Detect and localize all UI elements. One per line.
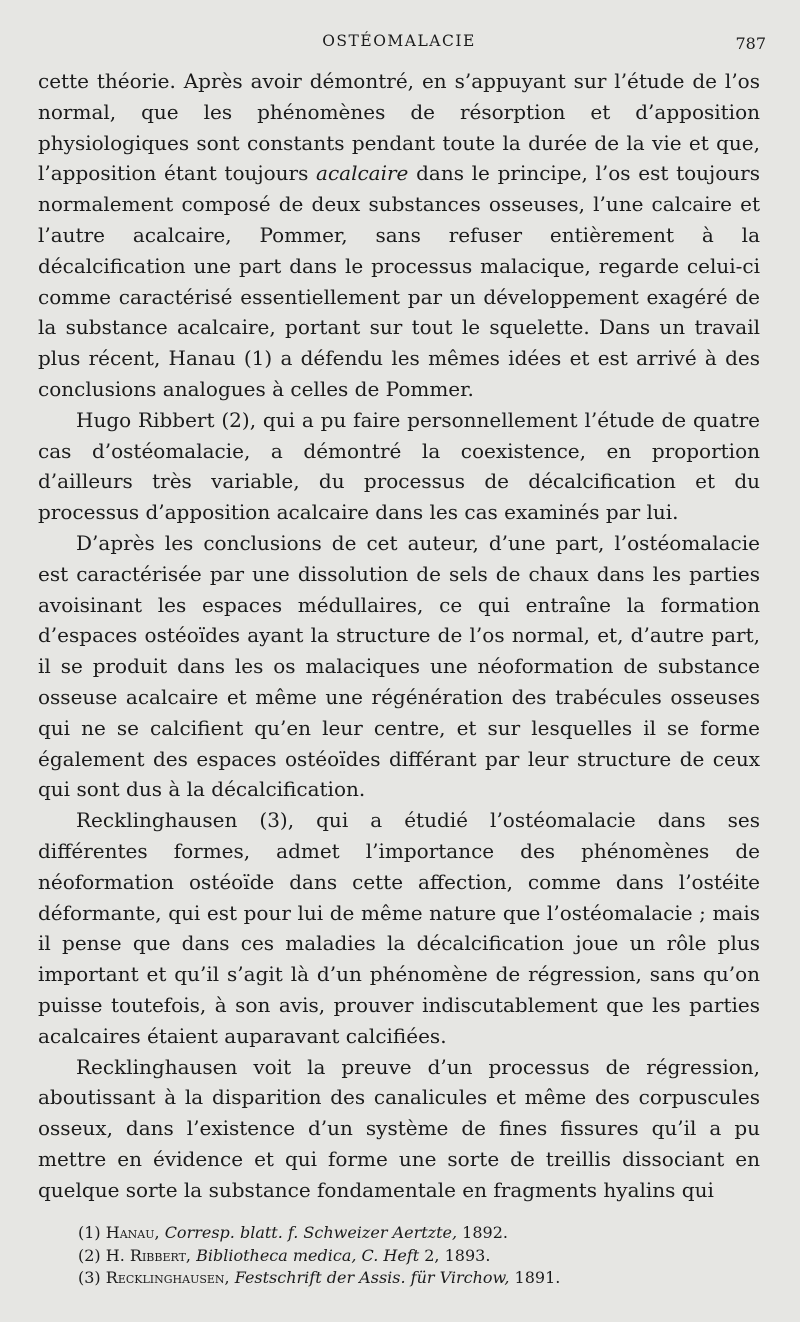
footnote-title: Corresp. blatt. f. Schweizer Aertzte, (164, 1223, 458, 1242)
footnote-number: (2) (78, 1245, 101, 1265)
footnote (78, 1245, 760, 1268)
footnote-title: Festschrift der Assis. für Virchow, (234, 1268, 510, 1288)
italic-text: acalcaire (316, 161, 409, 186)
footnote-text: 1891. (509, 1268, 561, 1288)
paragraph (38, 405, 760, 528)
footnote-text: 2, 1893. (419, 1245, 491, 1265)
text-run: Recklinghausen (3), qui a étudié l’ostéomalacie dans ses différentes formes, admet l’importance des phénomènes de néoformation ostéoïde dans cette affection, comme dans l’ostéite déformante, qui est pour lui de même nature que l’ostéomalacie ; mais il pense que dans ces maladies la décalcification joue un rôle plus important et qu’il s’agit là d’un phénomène de régression, sans qu’on puisse toutefois, à son avis, prouver indiscutablement que les parties acalcaires étaient auparavant calcifiées. (38, 808, 760, 1048)
paragraph (38, 66, 760, 405)
footnote (78, 1267, 760, 1290)
text-run: Recklinghausen voit la preuve d’un processus de régression, aboutissant à la disparition des canalicules et même des corpuscules osseux, dans l’existence d’un système de fines fissures qu’il a pu mettre en évidence et qui forme une sorte de treillis dissociant en quelque sorte la substance fondamentale en fragments hyalins qui (38, 1054, 760, 1202)
page-number: 787 (735, 34, 766, 53)
footnote-number: (1) (78, 1223, 101, 1242)
text-run: dans le principe, l’os est toujours normalement composé de deux substances osseuses, l’une calcaire et l’autre acalcaire, Pommer, sans refuser entièrement à la décalcification une part dans le processus malacique, regarde celui-ci comme caractérisé essentiellement par un développement exagéré de la substance acalcaire, portant sur tout le squelette. Dans un travail plus récent, Hanau (1) a défendu les mêmes idées et est arrivé à des conclusions analogues à celles de Pommer. (38, 161, 760, 401)
text-run: cette théorie. Après avoir démontré, en s’appuyant sur l’étude de l’os normal, que les phénomènes de résorption et d’apposition physiologiques sont constants pendant toute la durée de la vie et que, l’apposition étant toujours (38, 69, 760, 186)
text-run: Hugo Ribbert (2), qui a pu faire personnellement l’étude de quatre cas d’ostéomalacie, a démontré la coexistence, en proportion d’ailleurs très variable, du processus de décalcification et du processus d’apposition acalcaire dans les cas examinés par lui. (38, 407, 760, 525)
running-head (38, 28, 766, 58)
footnote-text: 1892. (457, 1223, 508, 1242)
footnote-title: Bibliotheca medica, C. Heft (196, 1245, 420, 1265)
footnote-number: (3) (78, 1268, 101, 1288)
footnote-author: H. Ribbert, (105, 1245, 191, 1265)
footnote-author: Hanau, (105, 1223, 160, 1242)
text-run: D’après les conclusions de cet auteur, d’une part, l’ostéomalacie est caractérisée par une dissolution de sels de chaux dans les parties avoisinant les espaces médullaires, ce qui entraîne la formation d’espaces ostéoïdes ayant la structure de l’os normal, et, d’autre part, il se produit dans les os malaciques une néoformation de substance osseuse acalcaire et même une régénération des trabécules osseuses qui ne se calcifient qu’en leur centre, et sur lesquelles il se forme également des espaces ostéoïdes différant par leur structure de ceux qui sont dus à la décalcification. (38, 530, 760, 802)
paragraph (38, 528, 760, 805)
footnotes (78, 1222, 760, 1290)
footnote-author: Recklinghausen, (105, 1268, 230, 1288)
paragraph (38, 1052, 760, 1206)
running-title: OSTÉOMALACIE (322, 32, 476, 50)
paragraph (38, 805, 760, 1051)
footnote (78, 1222, 760, 1245)
body-text (38, 66, 760, 1205)
